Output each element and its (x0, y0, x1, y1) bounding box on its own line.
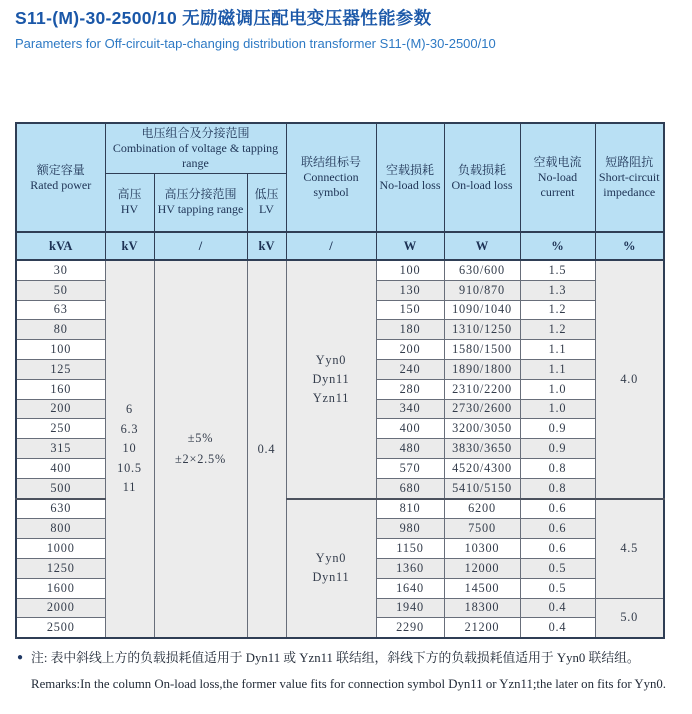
cell-no-load-loss: 200 (376, 340, 444, 360)
hv-value: 10 (122, 441, 137, 456)
cell-on-load-loss: 3200/3050 (444, 419, 520, 439)
cell-no-load-loss: 130 (376, 280, 444, 300)
cell-rated-power: 630 (16, 499, 105, 519)
unit-lv-kv: kV (247, 232, 286, 260)
cell-rated-power: 400 (16, 458, 105, 478)
cell-no-load-loss: 480 (376, 439, 444, 459)
cell-rated-power: 800 (16, 519, 105, 539)
cell-no-load-current: 0.5 (520, 558, 595, 578)
cell-no-load-current: 0.4 (520, 598, 595, 618)
cell-no-load-current: 0.9 (520, 439, 595, 459)
col-header-impedance (595, 123, 664, 232)
cell-no-load-current: 0.6 (520, 499, 595, 519)
col-header-hv-tapping (154, 173, 247, 232)
cell-no-load-loss: 980 (376, 519, 444, 539)
unit-impedance-pct: % (595, 232, 664, 260)
cell-rated-power: 100 (16, 340, 105, 360)
cell-no-load-loss: 280 (376, 379, 444, 399)
cell-rated-power: 1600 (16, 578, 105, 598)
hv-value: 11 (122, 480, 137, 495)
table-row (16, 260, 664, 280)
cell-rated-power: 1250 (16, 558, 105, 578)
cell-no-load-loss: 1640 (376, 578, 444, 598)
col-header-lv-zh: 低压 (254, 187, 279, 202)
cell-connection-group2 (286, 499, 376, 639)
connection-symbol: Yyn0 (315, 352, 347, 367)
col-header-connection (286, 123, 376, 232)
col-header-no-load-current-en: No-load current (537, 170, 578, 199)
tapping-value: ±2×2.5% (174, 452, 227, 467)
cell-no-load-loss: 570 (376, 458, 444, 478)
col-header-rated-power (16, 123, 105, 232)
cell-no-load-loss: 1940 (376, 598, 444, 618)
cell-lv-voltage: 0.4 (247, 260, 286, 638)
cell-no-load-current: 1.1 (520, 359, 595, 379)
cell-on-load-loss: 6200 (444, 499, 520, 519)
cell-hv-voltages (105, 260, 154, 638)
cell-rated-power: 1000 (16, 539, 105, 559)
connection-symbol: Dyn11 (312, 371, 350, 386)
cell-no-load-current: 0.4 (520, 618, 595, 638)
cell-rated-power: 30 (16, 260, 105, 280)
cell-no-load-current: 1.1 (520, 340, 595, 360)
col-header-on-load-loss (444, 123, 520, 232)
cell-impedance-group3: 5.0 (595, 598, 664, 638)
unit-row (16, 232, 664, 260)
hv-value: 6 (126, 402, 133, 417)
col-header-hv-tapping-en: HV tapping range (157, 202, 244, 217)
col-header-impedance-zh: 短路阻抗 (605, 155, 654, 169)
cell-no-load-current: 0.6 (520, 539, 595, 559)
cell-no-load-loss: 240 (376, 359, 444, 379)
cell-on-load-loss: 1310/1250 (444, 320, 520, 340)
cell-on-load-loss: 7500 (444, 519, 520, 539)
cell-on-load-loss: 12000 (444, 558, 520, 578)
cell-on-load-loss: 3830/3650 (444, 439, 520, 459)
unit-connection: / (286, 232, 376, 260)
col-header-combination-zh: 电压组合及分接范围 (141, 125, 250, 140)
cell-no-load-current: 1.2 (520, 300, 595, 320)
cell-rated-power: 2000 (16, 598, 105, 618)
connection-symbol: Yyn0 (315, 551, 347, 566)
cell-no-load-current: 0.8 (520, 458, 595, 478)
col-header-hv-tapping-zh: 高压分接范围 (164, 187, 237, 202)
cell-rated-power: 2500 (16, 618, 105, 638)
unit-on-load-loss-w: W (444, 232, 520, 260)
cell-no-load-current: 0.6 (520, 519, 595, 539)
cell-rated-power: 160 (16, 379, 105, 399)
col-header-connection-en: Connection symbol (303, 170, 359, 199)
cell-no-load-loss: 400 (376, 419, 444, 439)
unit-no-load-loss-w: W (376, 232, 444, 260)
cell-impedance-group1: 4.0 (595, 260, 664, 499)
cell-on-load-loss: 630/600 (444, 260, 520, 280)
tapping-value: ±5% (187, 431, 214, 446)
cell-rated-power: 80 (16, 320, 105, 340)
col-header-combination (105, 123, 286, 173)
cell-no-load-loss: 180 (376, 320, 444, 340)
col-header-lv-en: LV (259, 202, 274, 217)
col-header-no-load-loss-zh: 空载损耗 (385, 162, 434, 177)
cell-no-load-current: 0.9 (520, 419, 595, 439)
cell-no-load-current: 1.0 (520, 399, 595, 419)
cell-no-load-current: 1.2 (520, 320, 595, 340)
cell-no-load-loss: 100 (376, 260, 444, 280)
cell-no-load-current: 1.5 (520, 260, 595, 280)
col-header-lv (247, 173, 286, 232)
cell-on-load-loss: 1890/1800 (444, 359, 520, 379)
col-header-combination-en: Combination of voltage & tapping range (112, 140, 279, 170)
unit-no-load-current-pct: % (520, 232, 595, 260)
cell-on-load-loss: 21200 (444, 618, 520, 638)
col-header-hv-en: HV (120, 202, 139, 217)
cell-on-load-loss: 5410/5150 (444, 478, 520, 498)
hv-value: 10.5 (117, 460, 142, 475)
cell-rated-power: 315 (16, 439, 105, 459)
cell-no-load-loss: 2290 (376, 618, 444, 638)
remarks-note (17, 645, 679, 697)
cell-on-load-loss: 910/870 (444, 280, 520, 300)
cell-on-load-loss: 2310/2200 (444, 379, 520, 399)
transformer-parameters-table (15, 122, 665, 639)
cell-impedance-group2: 4.5 (595, 499, 664, 598)
col-header-impedance-en: Short-circuit impedance (598, 170, 660, 199)
cell-connection-group1 (286, 260, 376, 499)
cell-no-load-current: 1.3 (520, 280, 595, 300)
col-header-no-load-loss (376, 123, 444, 232)
cell-on-load-loss: 1580/1500 (444, 340, 520, 360)
unit-hv-kv: kV (105, 232, 154, 260)
cell-no-load-loss: 680 (376, 478, 444, 498)
cell-rated-power: 50 (16, 280, 105, 300)
cell-rated-power: 63 (16, 300, 105, 320)
col-header-no-load-current (520, 123, 595, 232)
col-header-connection-zh: 联结组标号 (300, 155, 361, 169)
col-header-hv (105, 173, 154, 232)
cell-no-load-loss: 1150 (376, 539, 444, 559)
col-header-on-load-loss-zh: 负载损耗 (457, 162, 506, 177)
connection-symbol: Dyn11 (312, 570, 350, 585)
hv-value: 6.3 (120, 421, 139, 436)
bullet-icon: ● (17, 652, 24, 663)
cell-rated-power: 200 (16, 399, 105, 419)
cell-no-load-loss: 340 (376, 399, 444, 419)
cell-on-load-loss: 1090/1040 (444, 300, 520, 320)
cell-hv-tapping-range (154, 260, 247, 638)
page-title: S11-(M)-30-2500/10 无励磁调压配电变压器性能参数 (15, 8, 432, 28)
cell-no-load-loss: 810 (376, 499, 444, 519)
cell-no-load-loss: 1360 (376, 558, 444, 578)
col-header-on-load-loss-en: On-load loss (451, 177, 513, 192)
cell-on-load-loss: 2730/2600 (444, 399, 520, 419)
cell-no-load-current: 0.5 (520, 578, 595, 598)
col-header-no-load-current-zh: 空载电流 (533, 155, 582, 169)
col-header-rated-power-en: Rated power (30, 177, 92, 192)
cell-on-load-loss: 18300 (444, 598, 520, 618)
cell-no-load-current: 0.8 (520, 478, 595, 498)
cell-rated-power: 500 (16, 478, 105, 498)
unit-tapping: / (154, 232, 247, 260)
remarks-zh: 注: 表中斜线上方的负载损耗值适用于 Dyn11 或 Yzn11 联结组，斜线下方的负载损耗值适用于 Yyn0 联结组。 (31, 651, 640, 665)
page-subtitle: Parameters for Off-circuit-tap-changing distribution transformer S11-(M)-30-2500/10 (15, 36, 496, 51)
cell-on-load-loss: 10300 (444, 539, 520, 559)
cell-rated-power: 125 (16, 359, 105, 379)
remarks-en: Remarks:In the column On-load loss,the former value fits for connection symbol Dyn11 or Yzn11;the later on fits for Yyn0. (31, 677, 667, 691)
cell-on-load-loss: 4520/4300 (444, 458, 520, 478)
cell-no-load-current: 1.0 (520, 379, 595, 399)
col-header-hv-zh: 高压 (117, 187, 142, 202)
col-header-rated-power-zh: 额定容量 (36, 162, 85, 177)
cell-rated-power: 250 (16, 419, 105, 439)
unit-kva: kVA (16, 232, 105, 260)
cell-on-load-loss: 14500 (444, 578, 520, 598)
cell-no-load-loss: 150 (376, 300, 444, 320)
col-header-no-load-loss-en: No-load loss (379, 177, 441, 192)
connection-symbol: Yzn11 (312, 390, 350, 405)
